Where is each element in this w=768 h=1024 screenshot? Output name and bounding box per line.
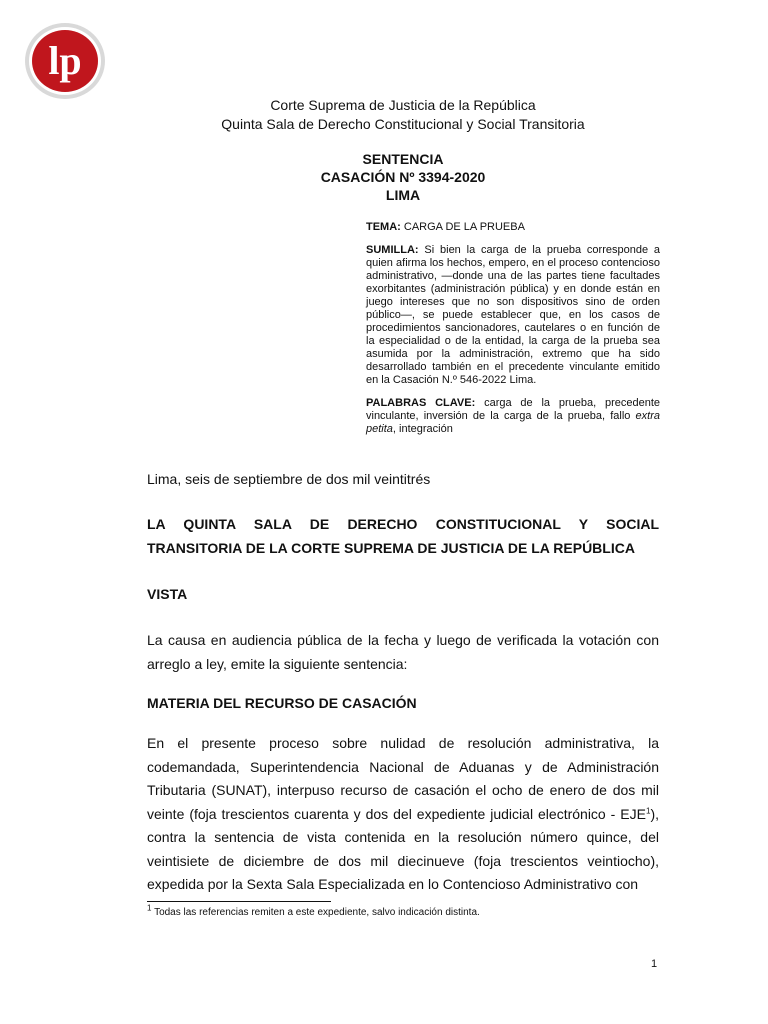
vista-text: La causa en audiencia pública de la fecha y luego de verificada la votación con arreglo a ley, emite la siguiente sentencia: <box>147 632 659 672</box>
materia-text-1: En el presente proceso sobre nulidad de resolución administrativa, la codemandada, Superintendencia Nacional de Aduanas y de Administración Tributaria (SUNAT), interpuso recurso de casación el ocho de enero de dos mil veinte (foja trescientos cuarenta y dos del expediente judicial electrónico - EJE <box>147 735 659 822</box>
chamber-name: Quinta Sala de Derecho Constitucional y Social Transitoria <box>221 116 585 132</box>
keywords-text: carga de la prueba, precedente vinculante, inversión de la carga de la prueba, fallo <box>366 397 661 422</box>
date-line: Lima, seis de septiembre de dos mil veintitrés <box>147 471 431 487</box>
page-number: 1 <box>651 958 658 970</box>
sumilla-text: Si bien la carga de la prueba corresponde a quien afirma los hechos, empero, en el proceso contencioso administrativo, —donde una de las partes tiene facultades exorbitantes (administración pública) y en donde están en juego intereses que no son dispositivos sino de orden público—, se puede establecer que, en los casos de procedimientos sancionadores, cautelares o en función de la especialidad o de la entidad, la carga de la prueba sea asumida por la administración, extremo que ha sido desarrollado también en el precedente vinculante emitido en la Casación N.º 546-2022 Lima. <box>366 244 661 386</box>
materia-paragraph <box>147 732 659 897</box>
case-place: LIMA <box>385 187 421 203</box>
keywords-label: PALABRAS CLAVE: <box>366 397 476 409</box>
footnote-number: 1 <box>147 903 152 913</box>
court-name: Corte Suprema de Justicia de la República <box>270 97 536 113</box>
materia-text-2: ), contra la sentencia de vista contenida en la resolución número quince, del veintisiete de diciembre de dos mil diecinueve (foja trescientos veintiocho), expedida por la Sexta Sala Especializada en lo Contencioso Administrativo con <box>147 805 659 892</box>
court-header <box>0 96 768 134</box>
lp-logo <box>24 22 106 100</box>
footnote <box>147 903 659 919</box>
footnote-reference[interactable]: 1 <box>645 805 651 815</box>
sala-heading-line2: TRANSITORIA DE LA CORTE SUPREMA DE JUSTICIA DE LA REPÚBLICA <box>147 539 635 556</box>
sumilla-label: SUMILLA: <box>366 244 419 256</box>
summary-box <box>366 221 660 446</box>
footnote-rule <box>147 901 331 902</box>
sala-heading <box>147 513 659 560</box>
footnote-text: Todas las referencias remiten a este expediente, salvo indicación distinta. <box>154 907 480 918</box>
keywords-italic: extra petita <box>366 410 661 435</box>
tema-paragraph <box>366 221 660 234</box>
tema-text: CARGA DE LA PRUEBA <box>403 221 525 233</box>
vista-heading: VISTA <box>147 586 188 602</box>
logo-text: lp <box>48 38 82 83</box>
materia-heading: MATERIA DEL RECURSO DE CASACIÓN <box>147 695 417 711</box>
tema-label: TEMA: <box>366 221 401 233</box>
case-number: CASACIÓN Nº 3394-2020 <box>320 169 486 185</box>
keywords-text-end: , integración <box>392 423 453 435</box>
document-type: SENTENCIA <box>362 151 444 167</box>
keywords-paragraph <box>366 397 660 436</box>
sala-heading-line1: LA QUINTA SALA DE DERECHO CONSTITUCIONAL Y SOCIAL <box>147 516 659 532</box>
sumilla-paragraph <box>366 244 660 387</box>
title-block <box>0 150 768 204</box>
